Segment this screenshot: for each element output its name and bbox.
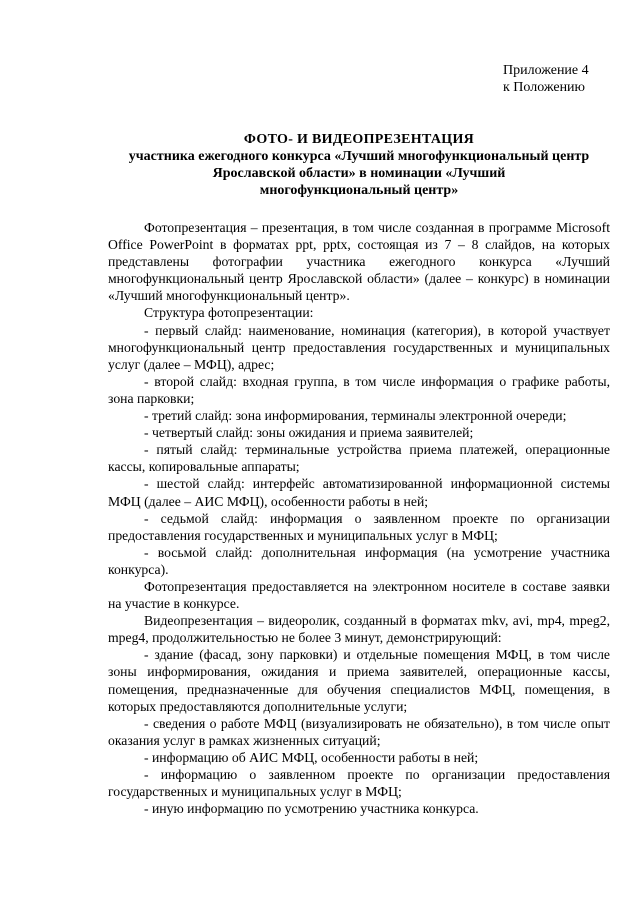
photo-item-1: - первый слайд: наименование, номинация (категория), в которой участвует многофункциональный центр предоставления государственных и муниципальных услуг (далее – МФЦ), адрес; — [108, 322, 610, 372]
photo-intro-paragraph: Фотопрезентация – презентация, в том числе созданная в программе Microsoft Office PowerPoint в форматах ppt, pptx, состоящая из 7 – 8 слайдов, на которых представлены фотографии участника ежегодного конкурса «Лучший многофункциональный центр Ярославской области» (далее – конкурс) в номинации «Лучший многофункциональный центр». — [108, 220, 610, 304]
video-item-4: - информацию о заявленном проекте по организации предоставления государственных и муниципальных услуг в МФЦ; — [108, 767, 610, 800]
photo-item-8: - восьмой слайд: дополнительная информация (на усмотрение участника конкурса). — [108, 544, 610, 577]
video-intro-paragraph: Видеопрезентация – видеоролик, созданный в форматах mkv, avi, mp4, mpeg2, mpeg4, продолжительностью не более 3 минут, демонстрирующий: — [108, 613, 610, 646]
video-item-5: - иную информацию по усмотрению участника конкурса. — [144, 801, 479, 817]
photo-structure-heading: Структура фотопрезентации: — [144, 305, 314, 321]
title-main: ФОТО- И ВИДЕОПРЕЗЕНТАЦИЯ — [243, 132, 475, 147]
photo-media-paragraph: Фотопрезентация предоставляется на электронном носителе в составе заявки на участие в конкурсе. — [108, 578, 610, 612]
video-item-3: - информацию об АИС МФЦ, особенности работы в ней; — [144, 749, 479, 765]
title-line-2: участника ежегодного конкурса «Лучший многофункциональный центр — [128, 149, 590, 164]
photo-item-4: - четвертый слайд: зоны ожидания и приема заявителей; — [144, 425, 474, 441]
video-item-2: - сведения о работе МФЦ (визуализировать не обязательно), в том числе опыт оказания услуг в рамках жизненных ситуаций; — [108, 715, 610, 748]
photo-item-3: - третий слайд: зона информирования, терминалы электронной очереди; — [144, 408, 567, 424]
appendix-number: Приложение 4 — [503, 63, 589, 78]
photo-item-6: - шестой слайд: интерфейс автоматизированной информационной системы МФЦ (далее – АИС МФЦ), особенности работы в ней; — [108, 476, 610, 509]
title-line-4: многофункциональный центр» — [259, 183, 459, 198]
photo-item-7: - седьмой слайд: информация о заявленном проекте по организации предоставления государственных и муниципальных услуг в МФЦ; — [108, 510, 610, 543]
photo-item-5: - пятый слайд: терминальные устройства приема платежей, операционные кассы, копировальные аппараты; — [108, 442, 610, 475]
appendix-regulation: к Положению — [503, 80, 586, 95]
photo-item-2: - второй слайд: входная группа, в том числе информация о графике работы, зона парковки; — [108, 373, 610, 406]
title-line-3: Ярославской области» в номинации «Лучший — [212, 166, 506, 181]
video-item-1: - здание (фасад, зону парковки) и отдельные помещения МФЦ, в том числе зоны информирования, ожидания и приема заявителей, операционные кассы, помещения, предназначенные для обучения специалистов МФЦ, помещения, в которых предоставляются дополнительные услуги; — [108, 647, 610, 714]
document-title — [108, 131, 610, 199]
document-body — [108, 219, 610, 817]
appendix-reference — [503, 62, 589, 96]
